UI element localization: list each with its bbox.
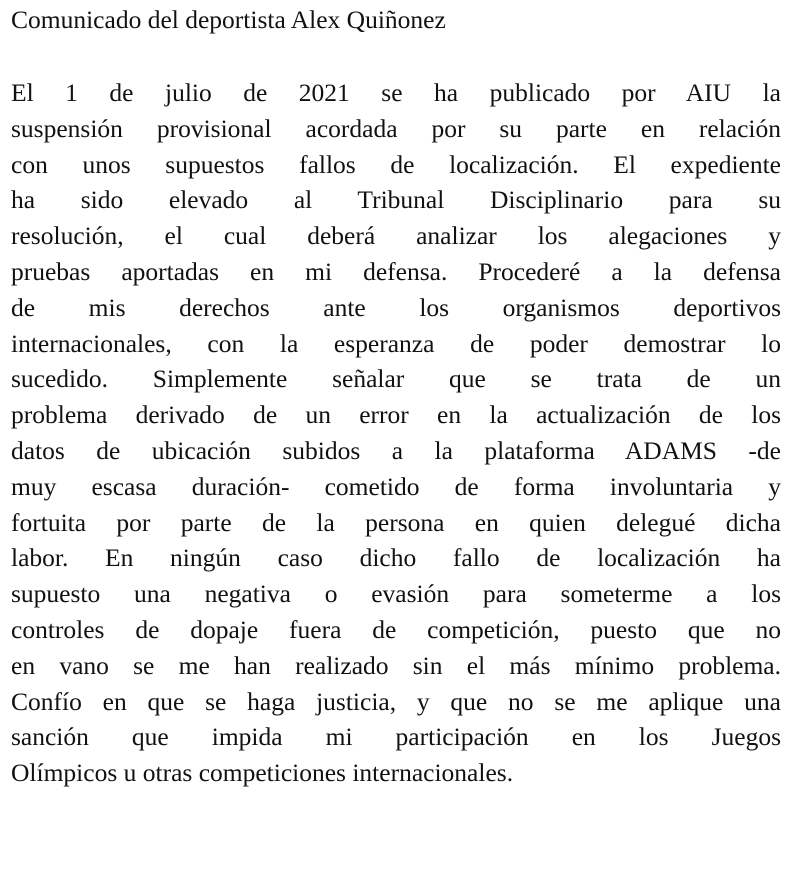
statement-document: [11, 0, 781, 791]
statement-line: internacionales, con la esperanza de poder demostrar lo: [11, 328, 781, 358]
statement-line: con unos supuestos fallos de localización. El expediente: [11, 149, 781, 179]
statement-line: supuesto una negativa o evasión para someterme a los: [11, 579, 781, 609]
statement-line: problema derivado de un error en la actualización de los: [11, 400, 781, 430]
statement-line: datos de ubicación subidos a la plataforma ADAMS -de: [11, 435, 781, 465]
statement-line: en vano se me han realizado sin el más mínimo problema.: [11, 650, 781, 680]
statement-line: de mis derechos ante los organismos deportivos: [11, 292, 781, 322]
statement-line: Olímpicos u otras competiciones internacionales.: [11, 758, 514, 788]
statement-body: [11, 75, 781, 791]
statement-line: resolución, el cual deberá analizar los alegaciones y: [11, 221, 781, 251]
statement-line: El 1 de julio de 2021 se ha publicado por AIU la: [11, 78, 781, 107]
statement-line: pruebas aportadas en mi defensa. Procederé a la defensa: [11, 256, 781, 286]
statement-line: labor. En ningún caso dicho fallo de localización ha: [11, 543, 781, 573]
statement-line: muy escasa duración- cometido de forma involuntaria y: [11, 471, 781, 501]
statement-line: ha sido elevado al Tribunal Disciplinario para su: [11, 185, 781, 215]
statement-line: Confío en que se haga justicia, y que no se me aplique una: [11, 686, 781, 716]
statement-line: suspensión provisional acordada por su parte en relación: [11, 113, 781, 143]
statement-line: fortuita por parte de la persona en quien delegué dicha: [11, 507, 781, 537]
statement-line: sucedido. Simplemente señalar que se trata de un: [11, 364, 781, 394]
statement-title: Comunicado del deportista Alex Quiñonez: [11, 5, 446, 34]
statement-line: sanción que impida mi participación en los Juegos: [11, 722, 781, 752]
statement-line: controles de dopaje fuera de competición, puesto que no: [11, 614, 781, 644]
